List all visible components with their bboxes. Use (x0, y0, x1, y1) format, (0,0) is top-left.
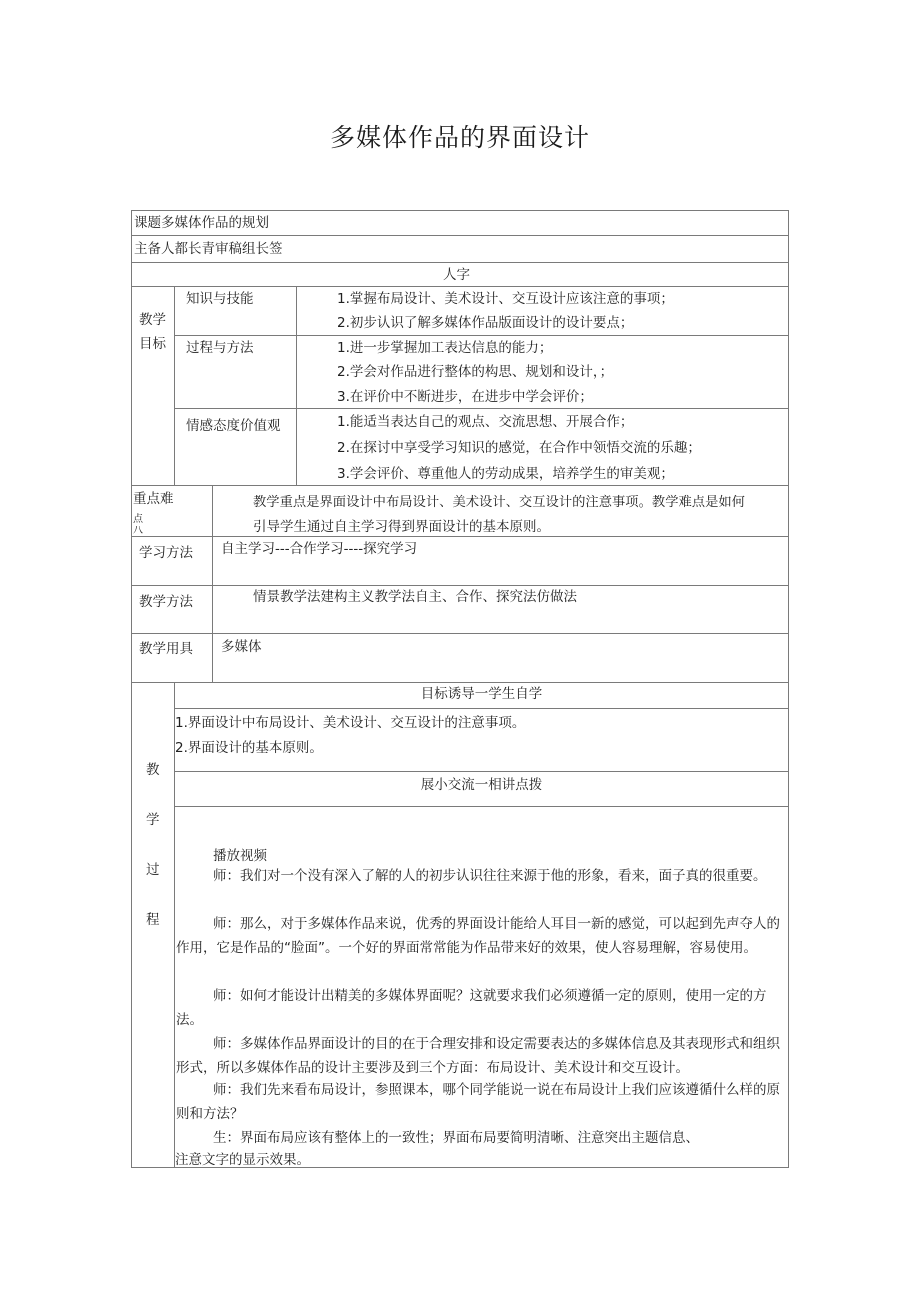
keypoints-line: 教学重点是界面设计中布局设计、美术设计、交互设计的注意事项。教学难点是如何 (253, 495, 745, 510)
section1-item: 1.界面设计中布局设计、美术设计、交互设计的注意事项。 (175, 715, 526, 731)
study-method-value: 自主学习---合作学习----探究学习 (221, 541, 418, 557)
keypoints-label-3: 八 (133, 526, 143, 535)
teach-method-label: 教学方法 (139, 594, 193, 610)
keypoints-line: 引导学生通过自主学习得到界面设计的基本原则。 (253, 519, 550, 535)
teach-tools-value: 多媒体 (221, 639, 262, 655)
keypoints-label-1: 重点难 (133, 491, 174, 507)
goal-item: 2.在探讨中享受学习知识的感觉，在合作中领悟交流的乐趣； (337, 440, 701, 456)
goal-item: 3.学会评价、尊重他人的劳动成果，培养学生的审美观； (337, 466, 674, 482)
dialogue-paragraph: 师：我们先来看布局设计，参照课本，哪个同学能说一说在布局设计上我们应该遵循什么样的原则和方法？ (176, 1082, 780, 1122)
dialogue-paragraph: 师：我们对一个没有深入了解的人的初步认识往往来源于他的形象，看来，面子真的很重要。 (213, 868, 767, 884)
dialogue-paragraph: 师：那么，对于多媒体作品来说，优秀的界面设计能给人耳目一新的感觉，可以起到先声夺人的作用，它是作品的“脸面”。一个好的界面常常能为作品带来好的效果，使人容易理解，容易使用。 (176, 916, 780, 956)
process-label-char: 学 (146, 812, 160, 828)
signature-text: 人字 (443, 267, 470, 283)
process-label-char: 教 (146, 762, 160, 778)
goals-label-2: 目标 (139, 336, 166, 352)
goal-item: 1.进一步掌握加工表达信息的能力； (337, 340, 553, 356)
section1-title: 目标诱导一学生自学 (420, 686, 543, 702)
goal-item: 1.能适当表达自己的观点、交流思想、开展合作； (337, 414, 634, 430)
dialogue-paragraph: 师：多媒体作品界面设计的目的在于合理安排和设定需要表达的多媒体信息及其表现形式和组织形式，所以多媒体作品的设计主要涉及到三个方面：布局设计、美术设计和交互设计。 (176, 1036, 780, 1076)
goal-item: 3.在评价中不断进步，在进步中学会评价； (337, 389, 593, 405)
page-title: 多媒体作品的界面设计 (329, 123, 590, 152)
student-answer-line: 生：界面布局应该有整体上的一致性；界面布局要简明清晰、注意突出主题信息、 (213, 1130, 699, 1146)
goal-label-knowledge: 知识与技能 (186, 291, 254, 307)
teach-tools-label: 教学用具 (139, 641, 193, 657)
section1-item: 2.界面设计的基本原则。 (175, 740, 323, 756)
teach-method-value: 情景教学法建构主义教学法自主、合作、探究法仿做法 (253, 589, 577, 605)
section2-title: 展小交流一相讲点拨 (420, 777, 543, 793)
goal-label-emotion: 情感态度价值观 (186, 418, 281, 434)
goal-item: 1.掌握布局设计、美术设计、交互设计应该注意的事项； (337, 291, 674, 307)
dialogue-paragraph: 师：如何才能设计出精美的多媒体界面呢？这就要求我们必须遵循一定的原则，使用一定的方法。 (176, 988, 767, 1028)
goal-item: 2.学会对作品进行整体的构思、规划和设计，； (337, 364, 614, 380)
preparer-row: 主备人都长青审稿组长签 (134, 241, 283, 257)
goals-label-1: 教学 (139, 312, 166, 328)
process-label-char: 过 (146, 862, 160, 878)
process-label-char: 程 (146, 912, 160, 928)
student-answer-line: 注意文字的显示效果。 (175, 1152, 310, 1168)
topic-row: 课题多媒体作品的规划 (134, 215, 269, 231)
study-method-label: 学习方法 (139, 545, 193, 561)
video-heading: 播放视频 (213, 848, 267, 864)
goal-item: 2.初步认识了解多媒体作品版面设计的设计要点； (337, 315, 634, 331)
keypoints-label-2: 点 (133, 514, 143, 525)
goal-label-process: 过程与方法 (186, 340, 254, 356)
